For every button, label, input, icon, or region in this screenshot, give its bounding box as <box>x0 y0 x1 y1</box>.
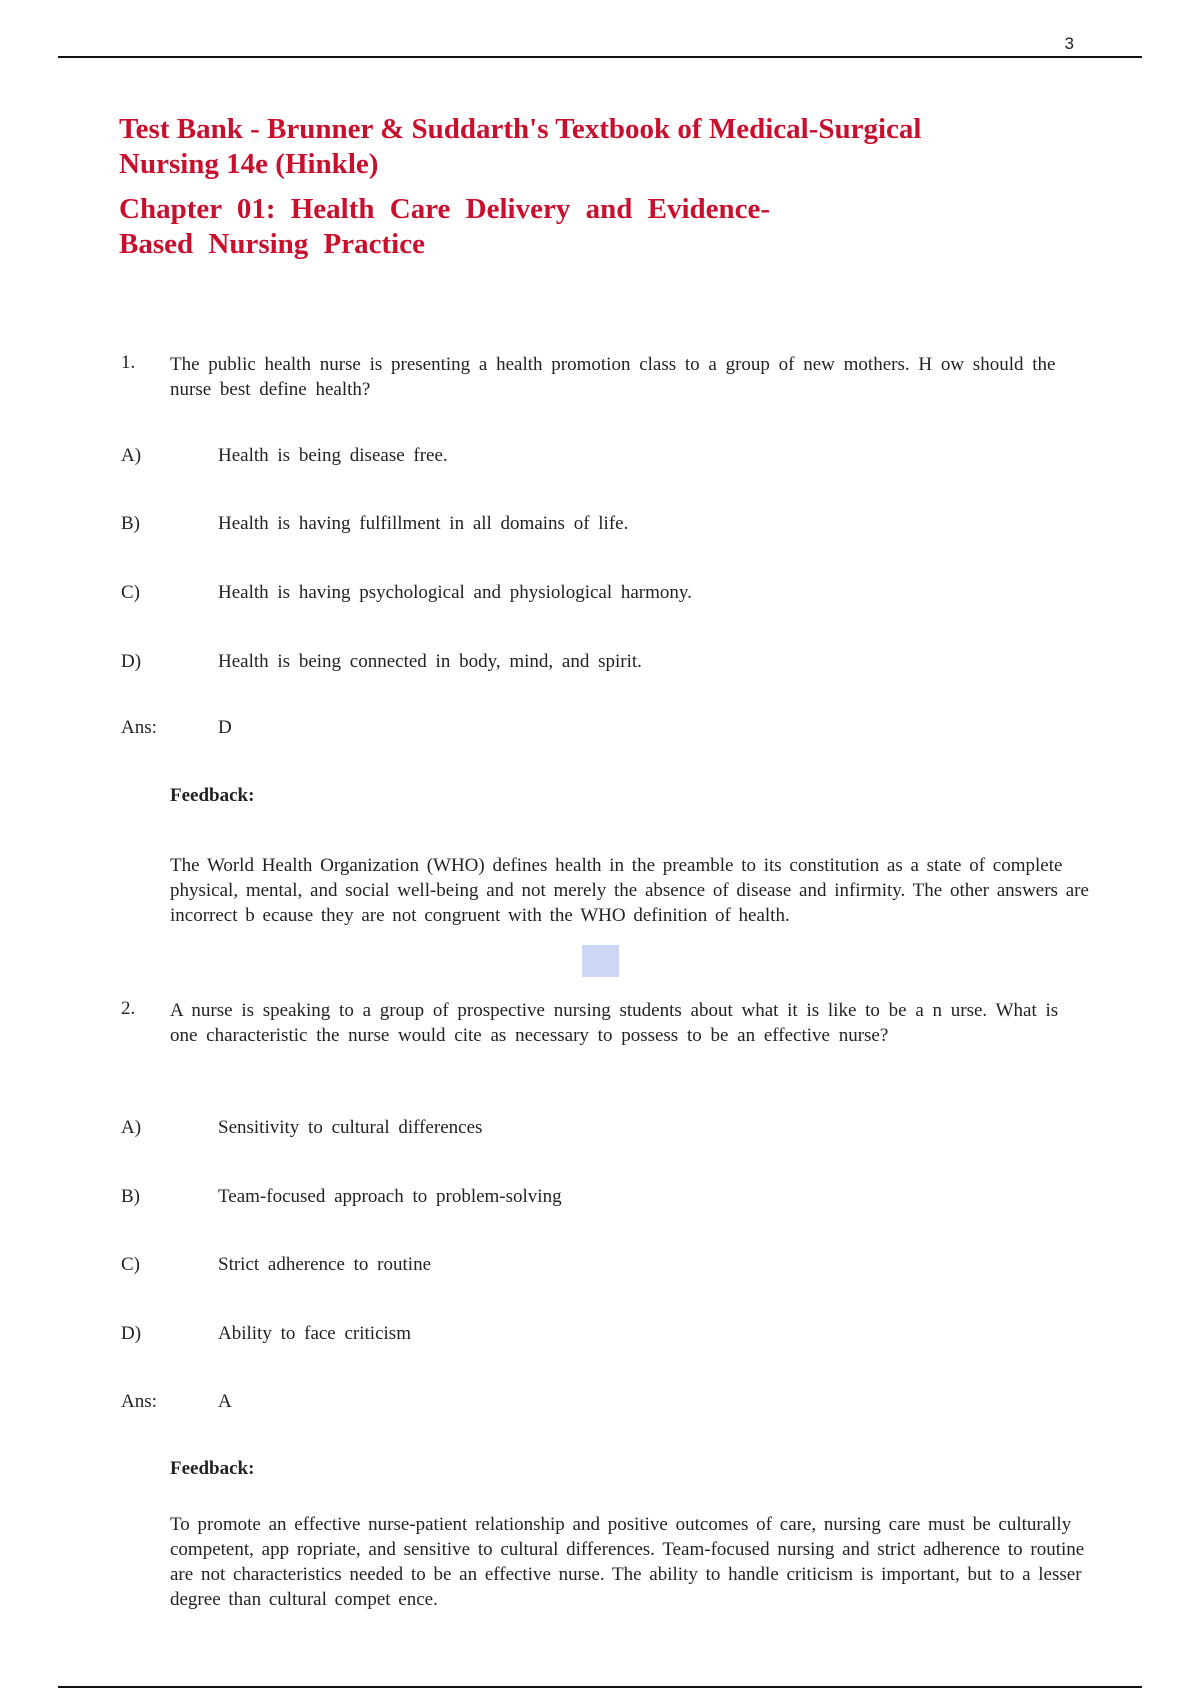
feedback-text: The World Health Organization (WHO) defines health in the preamble to its constitution as a state of complete physical, mental, and social well-being and not merely the absence of disease and infirmity. The other answers are incorrect b ecause they are not congruent with the WHO definition of health. <box>170 855 1089 926</box>
feedback-label: Feedback: <box>170 785 255 806</box>
option-text: Sensitivity to cultural differences <box>218 1117 483 1138</box>
option-label: D) <box>121 651 142 672</box>
option-text: Health is having fulfillment in all domains of life. <box>218 513 629 534</box>
option-label: A) <box>121 1117 142 1138</box>
feedback-label: Feedback: <box>170 1458 255 1479</box>
question-number: 2. <box>121 998 136 1019</box>
option-text: Ability to face criticism <box>218 1323 411 1344</box>
option-text: Strict adherence to routine <box>218 1254 432 1275</box>
header-rule <box>58 56 1142 58</box>
option-label: B) <box>121 513 140 534</box>
question-number: 1. <box>121 352 136 373</box>
option-text: Health is having psychological and physiological harmony. <box>218 582 692 603</box>
page-number: 3 <box>1064 34 1074 53</box>
option-text: Health is being connected in body, mind, and spirit. <box>218 651 642 672</box>
option-label: C) <box>121 582 140 603</box>
option-text: Health is being disease free. <box>218 445 448 466</box>
feedback-text: To promote an effective nurse-patient relationship and positive outcomes of care, nursing care must be culturally competent, app ropriate, and sensitive to cultural differences. Team-focused nursing and strict adherence to routine are not characteristics needed to be an effective nurse. The ability to handle criticism is important, but to a lesser degree than cultural compet ence. <box>170 1514 1085 1610</box>
option-label: B) <box>121 1186 140 1207</box>
answer-label: Ans: <box>121 717 157 738</box>
answer-label: Ans: <box>121 1391 157 1412</box>
document-title: Test Bank - Brunner & Suddarth's Textbook of Medical-Surgical Nursing 14e (Hinkle) <box>119 113 922 180</box>
question-text: The public health nurse is presenting a health promotion class to a group of new mothers. H ow should the nurse best define health? <box>170 354 1056 400</box>
option-label: D) <box>121 1323 142 1344</box>
option-text: Team-focused approach to problem-solving <box>218 1186 562 1207</box>
question-text: A nurse is speaking to a group of prospective nursing students about what it is like to be a n urse. What is one characteristic the nurse would cite as necessary to possess to be an effective nurse? <box>170 1000 1059 1046</box>
answer-value: A <box>218 1391 232 1412</box>
text-selection-highlight <box>582 945 619 977</box>
option-label: C) <box>121 1254 140 1275</box>
answer-value: D <box>218 717 232 738</box>
option-label: A) <box>121 445 142 466</box>
chapter-title: Chapter 01: Health Care Delivery and Evidence-Based Nursing Practice <box>119 193 771 260</box>
footer-rule <box>58 1686 1142 1688</box>
